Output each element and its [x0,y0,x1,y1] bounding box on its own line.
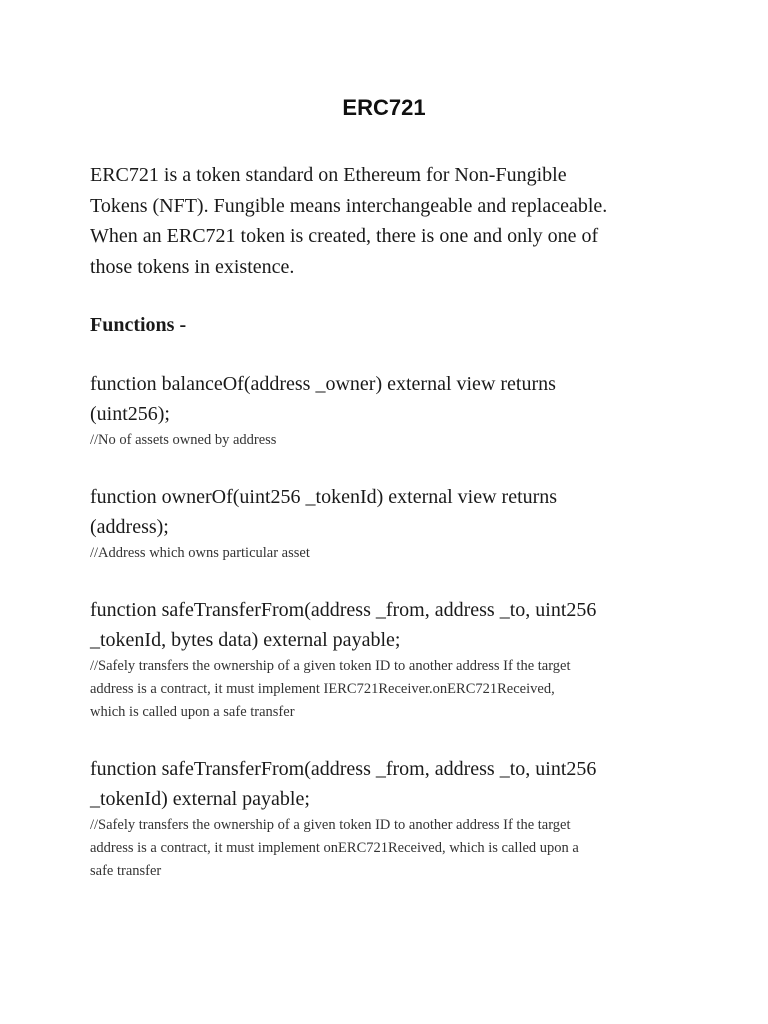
intro-line: ERC721 is a token standard on Ethereum for Non-Fungible [90,164,567,186]
function-signature [90,754,690,814]
signature-line: function balanceOf(address _owner) external view returns [90,373,556,395]
comment-line: which is called upon a safe transfer [90,704,295,720]
signature-line: function ownerOf(uint256 _tokenId) external view returns [90,486,558,508]
function-signature [90,369,690,429]
intro-paragraph [90,160,690,282]
intro-line: When an ERC721 token is created, there is one and only one of [90,225,599,247]
function-signature [90,595,690,655]
comment-line: //Safely transfers the ownership of a given token ID to another address If the target [90,658,571,674]
function-entry-safetransferfrom-with-data [90,595,690,724]
function-comment [90,814,690,883]
function-comment [90,429,690,452]
comment-line: address is a contract, it must implement onERC721Received, which is called upon a [90,840,579,856]
comment-line: //Address which owns particular asset [90,545,310,561]
function-entry-ownerof [90,482,690,565]
function-comment [90,655,690,724]
comment-line: //Safely transfers the ownership of a given token ID to another address If the target [90,817,571,833]
signature-line: _tokenId) external payable; [90,788,310,810]
comment-line: safe transfer [90,863,162,879]
function-comment [90,542,690,565]
comment-line: address is a contract, it must implement IERC721Receiver.onERC721Received, [90,681,555,697]
document-title: ERC721 [342,95,426,120]
comment-line: //No of assets owned by address [90,432,277,448]
signature-line: function safeTransferFrom(address _from, address _to, uint256 [90,599,597,621]
signature-line: _tokenId, bytes data) external payable; [90,629,401,651]
intro-line: those tokens in existence. [90,255,295,278]
intro-line: Tokens (NFT). Fungible means interchangeable and replaceable. [90,194,608,217]
signature-line: function safeTransferFrom(address _from, address _to, uint256 [90,758,597,780]
function-signature [90,482,690,542]
signature-line: (uint256); [90,403,170,425]
signature-line: (address); [90,516,169,538]
function-entry-balanceof [90,369,690,452]
function-entry-safetransferfrom [90,754,690,883]
functions-heading: Functions - [90,314,187,336]
